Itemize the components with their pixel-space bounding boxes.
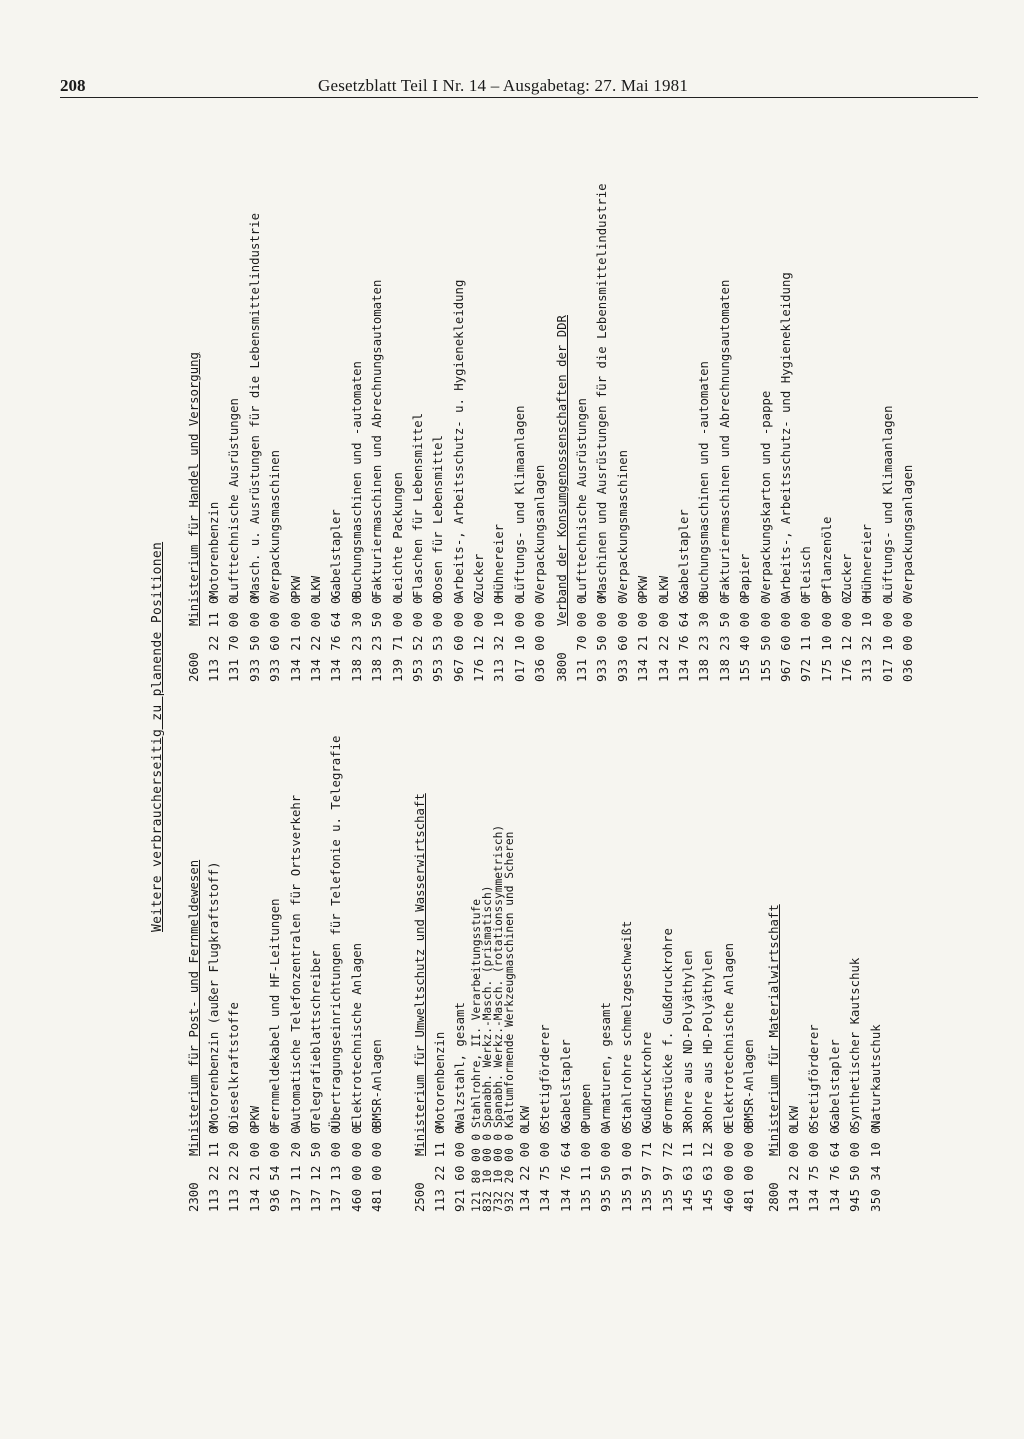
list-item bbox=[326, 622, 346, 1212]
item-code: 113 22 20 0 bbox=[227, 1126, 242, 1212]
list-item bbox=[698, 622, 718, 1212]
document-title-row bbox=[148, 82, 170, 1262]
list-item bbox=[776, 92, 796, 682]
list-item bbox=[489, 92, 509, 682]
item-name: Gabelstapler bbox=[676, 509, 691, 598]
list-item bbox=[633, 92, 653, 682]
list-item bbox=[367, 622, 387, 1212]
item-name: Flaschen für Lebensmittel bbox=[410, 412, 425, 598]
item-code: 036 00 00 0 bbox=[533, 596, 548, 682]
item-name: Synthetischer Kautschuk bbox=[848, 957, 863, 1128]
item-code: 134 22 00 0 bbox=[787, 1126, 801, 1212]
item-name: Zucker bbox=[472, 553, 487, 598]
item-code: 313 32 10 0 bbox=[860, 596, 875, 682]
section-number: 2300 bbox=[187, 1182, 201, 1212]
list-item bbox=[878, 92, 898, 682]
item-code: 933 50 00 0 bbox=[247, 596, 262, 682]
item-name: LKW bbox=[787, 1105, 801, 1128]
list-item bbox=[825, 622, 845, 1212]
list-item bbox=[450, 622, 470, 1212]
item-name: Stetigförderer bbox=[807, 1024, 822, 1128]
item-code: 933 60 00 0 bbox=[615, 596, 630, 682]
list-item bbox=[678, 622, 698, 1212]
item-name: BMSR-Anlagen bbox=[742, 1039, 757, 1128]
item-code: 350 34 10 0 bbox=[868, 1126, 883, 1212]
item-code: 460 00 00 0 bbox=[349, 1126, 364, 1212]
item-code: 137 12 50 0 bbox=[308, 1126, 323, 1212]
item-name: Motorenbenzin bbox=[433, 1031, 447, 1128]
item-code: 121 80 00 0 bbox=[469, 1133, 483, 1212]
item-name: Verpackungsanlagen bbox=[533, 464, 548, 598]
list-item bbox=[265, 92, 285, 682]
item-name: Hühnereier bbox=[860, 523, 875, 598]
item-name: Rohre aus ND-Polyäthylen bbox=[680, 950, 695, 1128]
item-code: 113 22 11 0 bbox=[207, 1126, 221, 1212]
list-item bbox=[796, 92, 816, 682]
item-name: Spanabh. Werkz.-Masch. (prismatisch) bbox=[480, 885, 494, 1128]
section-heading bbox=[184, 92, 204, 682]
item-name: Automatische Telefonzentralen für Ortsverkehr bbox=[288, 794, 303, 1128]
item-name: Masch. u. Ausrüstungen für die Lebensmittelindustrie bbox=[247, 213, 262, 598]
section-2300 bbox=[184, 622, 388, 1212]
list-item bbox=[857, 92, 877, 682]
item-code: 134 22 00 0 bbox=[308, 596, 323, 682]
list-item bbox=[735, 92, 755, 682]
item-code: 933 60 00 0 bbox=[268, 596, 283, 682]
item-name: LKW bbox=[308, 575, 323, 598]
item-name: Pflanzenöle bbox=[819, 516, 834, 598]
item-name: Fernmeldekabel und HF-Leitungen bbox=[268, 898, 283, 1128]
item-code: 932 20 00 0 bbox=[502, 1133, 516, 1212]
item-name: Lufttechnische Ausrüstungen bbox=[227, 398, 242, 598]
section-heading bbox=[410, 622, 430, 1212]
list-item bbox=[817, 92, 837, 682]
item-code: 481 00 00 0 bbox=[370, 1126, 385, 1212]
list-item bbox=[408, 92, 428, 682]
section-3800 bbox=[552, 92, 919, 682]
list-item bbox=[306, 92, 326, 682]
list-item bbox=[617, 622, 637, 1212]
item-name: Verpackungsanlagen bbox=[901, 464, 916, 598]
item-code: 138 23 30 0 bbox=[349, 596, 364, 682]
item-name: Gabelstapler bbox=[827, 1039, 842, 1128]
list-item bbox=[592, 92, 612, 682]
list-item bbox=[204, 622, 224, 1212]
item-code: 135 11 00 0 bbox=[578, 1126, 593, 1212]
rotated-content bbox=[148, 82, 958, 1262]
item-code: 135 97 71 0 bbox=[640, 1126, 655, 1212]
item-name: PKW bbox=[247, 1105, 262, 1128]
item-code: 139 71 00 0 bbox=[390, 596, 405, 682]
list-item bbox=[530, 92, 550, 682]
item-name: Buchungsmaschinen und -automaten bbox=[349, 361, 364, 598]
item-name: Naturkautschuk bbox=[868, 1024, 883, 1128]
item-code: 945 50 00 0 bbox=[848, 1126, 863, 1212]
item-code: 137 13 00 0 bbox=[329, 1126, 344, 1212]
item-name: Hühnereier bbox=[492, 523, 507, 598]
item-name: Spanabh. Werkz.-Masch. (rotationssymmetrisch) bbox=[491, 824, 505, 1128]
list-item bbox=[715, 92, 735, 682]
item-name: Dieselkraftstoffe bbox=[227, 1002, 242, 1128]
item-code: 175 10 00 0 bbox=[819, 596, 834, 682]
item-name: Verpackungsmaschinen bbox=[268, 449, 283, 598]
item-code: 134 22 00 0 bbox=[656, 596, 671, 682]
item-name: PKW bbox=[636, 575, 651, 598]
section-number: 3800 bbox=[555, 652, 569, 682]
list-item bbox=[286, 92, 306, 682]
item-code: 138 23 30 0 bbox=[697, 596, 712, 682]
list-item bbox=[510, 92, 530, 682]
item-code: 131 70 00 0 bbox=[575, 596, 589, 682]
item-name: Papier bbox=[738, 553, 753, 598]
item-name: Armaturen, gesamt bbox=[599, 1002, 614, 1128]
section-heading bbox=[764, 622, 784, 1212]
item-code: 134 76 64 0 bbox=[676, 596, 691, 682]
item-code: 481 00 00 0 bbox=[742, 1126, 757, 1212]
item-code: 933 50 00 0 bbox=[595, 596, 610, 682]
item-code: 967 60 00 0 bbox=[451, 596, 466, 682]
item-code: 113 22 11 0 bbox=[433, 1126, 447, 1212]
list-item bbox=[898, 92, 918, 682]
list-item bbox=[535, 622, 555, 1212]
list-item bbox=[224, 622, 244, 1212]
list-item bbox=[866, 622, 886, 1212]
item-code: 134 75 00 0 bbox=[538, 1126, 553, 1212]
item-name: PKW bbox=[288, 575, 303, 598]
item-code: 134 76 64 0 bbox=[329, 596, 344, 682]
list-item bbox=[306, 622, 326, 1212]
item-code: 935 50 00 0 bbox=[599, 1126, 614, 1212]
item-name: Fakturiermaschinen und Abrechnungsautomaten bbox=[370, 279, 385, 598]
item-code: 113 22 11 0 bbox=[207, 596, 221, 682]
item-code: 313 32 10 0 bbox=[492, 596, 507, 682]
item-name: Formstücke f. Gußdruckrohre bbox=[660, 928, 675, 1128]
item-code: 134 75 00 0 bbox=[807, 1126, 822, 1212]
page-number: 208 bbox=[60, 76, 86, 95]
item-name: Lüftungs- und Klimaanlagen bbox=[880, 405, 895, 598]
list-item bbox=[347, 92, 367, 682]
list-item bbox=[739, 622, 759, 1212]
item-name: Telegrafieblattschreiber bbox=[308, 950, 323, 1128]
list-item bbox=[388, 92, 408, 682]
section-title: Ministerium für Post- und Fernmeldewesen bbox=[187, 859, 201, 1156]
item-name: Gußdruckrohre bbox=[640, 1031, 655, 1128]
list-item bbox=[845, 622, 865, 1212]
list-item bbox=[556, 622, 576, 1212]
list-item bbox=[576, 622, 596, 1212]
item-name: Walzstahl, gesamt bbox=[453, 1002, 468, 1128]
list-item bbox=[572, 92, 592, 682]
section-title: Ministerium für Umweltschutz und Wasserwirtschaft bbox=[413, 793, 427, 1156]
item-code: 832 10 00 0 bbox=[480, 1133, 494, 1212]
list-item bbox=[637, 622, 657, 1212]
item-code: 176 12 00 0 bbox=[840, 596, 855, 682]
section-number: 2800 bbox=[767, 1182, 781, 1212]
item-name: Dosen für Lebensmittel bbox=[431, 435, 446, 598]
item-code: 176 12 00 0 bbox=[472, 596, 487, 682]
list-item bbox=[265, 622, 285, 1212]
item-name: Kaltumformende Werkzeugmaschinen und Scheren bbox=[502, 831, 516, 1128]
item-name: Buchungsmaschinen und -automaten bbox=[697, 361, 712, 598]
item-name: Elektrotechnische Anlagen bbox=[721, 942, 736, 1128]
item-name: Lüftungs- und Klimaanlagen bbox=[512, 405, 527, 598]
item-code: 145 63 12 3 bbox=[701, 1126, 716, 1212]
item-code: 921 60 00 0 bbox=[453, 1126, 468, 1212]
item-name: Motorenbenzin (außer Flugkraftstoff) bbox=[207, 861, 221, 1128]
item-name: Stahlrohre schmelzgeschweißt bbox=[619, 920, 634, 1128]
section-title: Verband der Konsumgenossenschaften der DDR bbox=[555, 315, 569, 626]
list-item bbox=[469, 92, 489, 682]
item-name: Gabelstapler bbox=[329, 509, 344, 598]
item-name: Rohre aus HD-Polyäthylen bbox=[701, 950, 716, 1128]
item-code: 036 00 00 0 bbox=[901, 596, 916, 682]
item-name: Zucker bbox=[840, 553, 855, 598]
item-code: 155 50 00 0 bbox=[758, 596, 773, 682]
item-code: 134 21 00 0 bbox=[636, 596, 651, 682]
item-code: 135 91 00 0 bbox=[619, 1126, 634, 1212]
item-code: 135 97 72 0 bbox=[660, 1126, 675, 1212]
item-code: 155 40 00 0 bbox=[738, 596, 753, 682]
list-item bbox=[804, 622, 824, 1212]
item-code: 953 52 00 0 bbox=[410, 596, 425, 682]
item-name: Arbeits-, Arbeitsschutz- und Hygienekleidung bbox=[778, 272, 793, 598]
item-name: Gabelstapler bbox=[558, 1039, 573, 1128]
item-name: Stahlrohre, II. Verarbeitungsstufe bbox=[469, 898, 483, 1128]
item-name: Übertragungseinrichtungen für Telefonie u. Telegrafie bbox=[329, 735, 344, 1128]
section-number: 2600 bbox=[187, 652, 201, 682]
section-title: Ministerium für Handel und Versorgung bbox=[187, 352, 201, 626]
item-code: 138 23 50 0 bbox=[717, 596, 732, 682]
list-item bbox=[224, 92, 244, 682]
list-item bbox=[428, 92, 448, 682]
list-item bbox=[837, 92, 857, 682]
item-name: Pumpen bbox=[578, 1083, 593, 1128]
list-item bbox=[756, 92, 776, 682]
section-2800 bbox=[764, 622, 886, 1212]
item-code: 972 11 00 0 bbox=[799, 596, 814, 682]
item-name: Elektrotechnische Anlagen bbox=[349, 942, 364, 1128]
item-code: 134 21 00 0 bbox=[247, 1126, 262, 1212]
list-item bbox=[654, 92, 674, 682]
item-code: 134 76 64 0 bbox=[558, 1126, 573, 1212]
list-item bbox=[367, 92, 387, 682]
item-name: Lufttechnische Ausrüstungen bbox=[575, 398, 589, 598]
section-number: 2500 bbox=[413, 1182, 427, 1212]
gazette-title: Gesetzblatt Teil I Nr. 14 – Ausgabetag: 27. Mai 1981 bbox=[318, 76, 689, 95]
list-item bbox=[784, 622, 804, 1212]
item-name: Stetigförderer bbox=[538, 1024, 553, 1128]
item-code: 134 21 00 0 bbox=[288, 596, 303, 682]
item-name: Arbeits-, Arbeitsschutz- u. Hygienekleidung bbox=[451, 279, 466, 598]
item-code: 137 11 20 0 bbox=[288, 1126, 303, 1212]
document-title: Weitere verbraucherseitig zu planende Positionen bbox=[150, 541, 165, 932]
list-item bbox=[245, 92, 265, 682]
list-item bbox=[326, 92, 346, 682]
item-name: Fakturiermaschinen und Abrechnungsautomaten bbox=[717, 279, 732, 598]
item-code: 953 53 00 0 bbox=[431, 596, 446, 682]
list-item bbox=[449, 92, 469, 682]
section-2600 bbox=[184, 92, 551, 682]
item-name: Maschinen und Ausrüstungen für die Lebensmittelindustrie bbox=[595, 183, 610, 598]
section-heading bbox=[184, 622, 204, 1212]
item-name: Leichte Packungen bbox=[390, 472, 405, 598]
item-code: 134 76 64 0 bbox=[827, 1126, 842, 1212]
list-item bbox=[515, 622, 535, 1212]
list-item bbox=[204, 92, 224, 682]
item-code: 460 00 00 0 bbox=[721, 1126, 736, 1212]
item-name: Fleisch bbox=[799, 546, 814, 598]
item-code: 967 60 00 0 bbox=[778, 596, 793, 682]
list-item bbox=[694, 92, 714, 682]
item-code: 145 63 11 3 bbox=[680, 1126, 695, 1212]
item-code: 936 54 00 0 bbox=[268, 1126, 283, 1212]
item-code: 131 70 00 0 bbox=[227, 596, 242, 682]
section-2500 bbox=[410, 622, 759, 1212]
list-item bbox=[674, 92, 694, 682]
list-item bbox=[347, 622, 367, 1212]
item-code: 017 10 00 0 bbox=[880, 596, 895, 682]
item-name: BMSR-Anlagen bbox=[370, 1039, 385, 1128]
list-item bbox=[286, 622, 306, 1212]
item-name: Motorenbenzin bbox=[207, 501, 221, 598]
list-item bbox=[719, 622, 739, 1212]
item-name: Verpackungskarton und -pappe bbox=[758, 390, 773, 598]
item-code: 134 22 00 0 bbox=[517, 1126, 532, 1212]
item-code: 017 10 00 0 bbox=[512, 596, 527, 682]
list-item bbox=[504, 622, 515, 1212]
section-title: Ministerium für Materialwirtschaft bbox=[767, 904, 781, 1156]
item-name: LKW bbox=[517, 1105, 532, 1128]
list-item bbox=[613, 92, 633, 682]
list-item bbox=[245, 622, 265, 1212]
section-heading bbox=[552, 92, 572, 682]
list-item bbox=[596, 622, 616, 1212]
item-name: Verpackungsmaschinen bbox=[615, 449, 630, 598]
list-item bbox=[430, 622, 450, 1212]
list-item bbox=[658, 622, 678, 1212]
item-name: LKW bbox=[656, 575, 671, 598]
item-code: 138 23 50 0 bbox=[370, 596, 385, 682]
item-code: 732 10 00 0 bbox=[491, 1133, 505, 1212]
